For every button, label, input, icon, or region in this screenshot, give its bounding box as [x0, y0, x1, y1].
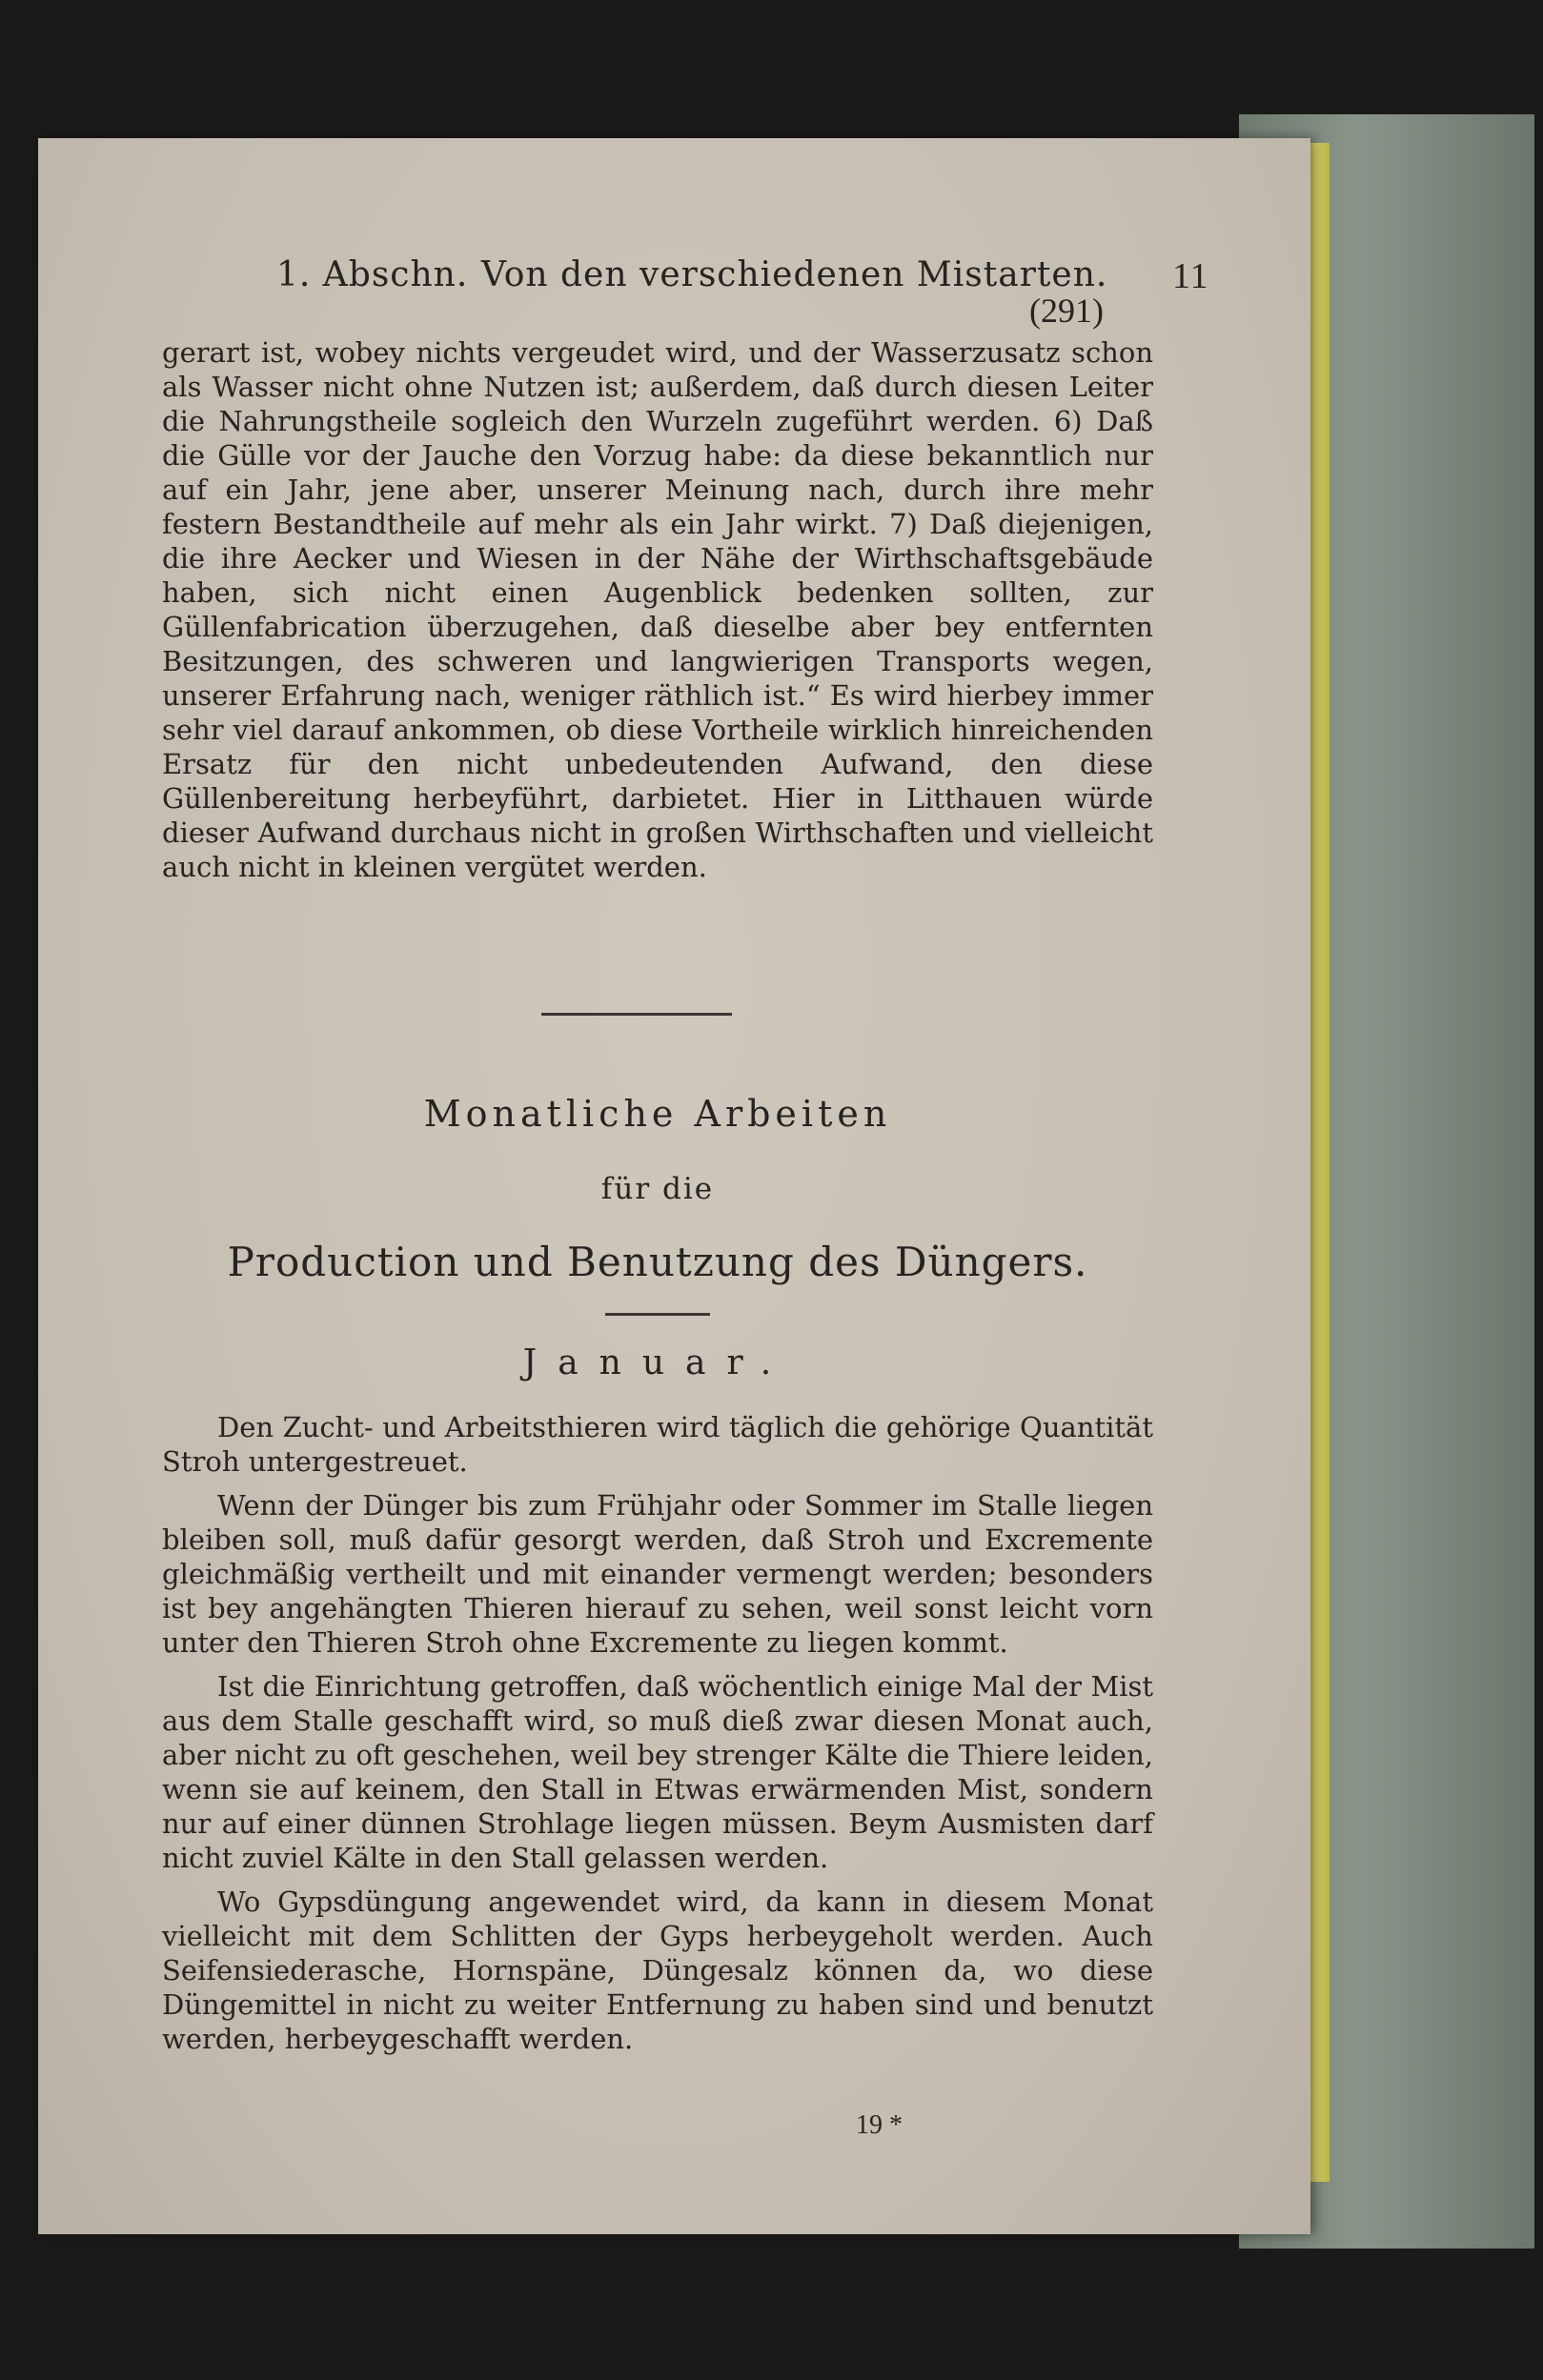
heading-production: Production und Benutzung des Düngers. — [227, 1239, 1088, 1285]
heading-divider — [605, 1313, 710, 1316]
paragraph: Ist die Einrichtung getroffen, daß wöchentlich einige Mal der Mist aus dem Stalle geschafft wird, so muß dieß zwar diesen Monat auch, aber nicht zu oft geschehen, weil bey strenger Kälte die Thiere leiden, wenn sie auf keinem, den Stall in Etwas erwärmenden Mist, sondern nur auf einer dünnen Strohlage liegen müssen. Beym Ausmisten darf nicht zuviel Kälte in den Stall gelassen werden. — [162, 1670, 1153, 1874]
paragraph: Wenn der Dünger bis zum Frühjahr oder Sommer im Stalle liegen bleiben soll, muß dafür gesorgt werden, daß Stroh und Excremente gleichmäßig vertheilt und mit einander vermengt werden; besonders ist bey angehängten Thieren hierauf zu sehen, weil sonst leicht vorn unter den Thieren Stroh ohne Excremente zu liegen kommt. — [162, 1489, 1153, 1659]
month-heading: Januar. — [522, 1343, 793, 1382]
running-head-section: 1. Abschn. — [276, 255, 469, 294]
page-number: 11 — [1172, 256, 1209, 296]
heading-monthly-works: Monatliche Arbeiten — [423, 1093, 892, 1135]
section-divider — [541, 1013, 732, 1016]
heading-for-the: für die — [600, 1172, 715, 1206]
paragraph: gerart ist, wobey nichts vergeudet wird, und der Wasserzusatz schon als Wasser nicht ohne Nutzen ist; außerdem, daß durch diesen Leiter die Nahrungstheile sogleich den Wurzeln zugeführt werden. 6) Daß die Gülle vor der Jauche den Vorzug habe: da diese bekanntlich nur auf ein Jahr, jene aber, unserer Meinung nach, durch ihre mehr festern Bestandtheile auf mehr als ein Jahr wirkt. 7) Daß diejenigen, die ihre Aecker und Wiesen in der Nähe der Wirthschaftsgebäude haben, sich nicht einen Augenblick bedenken sollten, zur Güllenfabrication überzugehen, daß dieselbe aber bey entfernten Besitzungen, des schweren und langwierigen Transports wegen, unserer Erfahrung nach, weniger räthlich ist.“ Es wird hierbey immer sehr viel darauf ankommen, ob diese Vortheile wirklich hinreichenden Ersatz für den nicht unbedeutenden Aufwand, den diese Güllenbereitung herbeyführt, darbietet. Hier in Litthauen würde dieser Aufwand durchaus nicht in großen Wirthschaften und vielleicht auch nicht in kleinen vergütet werden. — [162, 336, 1153, 883]
paragraph: Den Zucht- und Arbeitsthieren wird täglich die gehörige Quantität Stroh untergestreuet. — [162, 1411, 1153, 1478]
running-head-title: Von den verschiedenen Mistarten. — [481, 255, 1108, 294]
month-text — [162, 1410, 1153, 2066]
footer-signature: 19 * — [856, 2110, 903, 2140]
previous-section-text — [162, 335, 1153, 884]
paragraph: Wo Gypsdüngung angewendet wird, da kann in diesem Monat vielleicht mit dem Schlitten der Gyps herbeygeholt werden. Auch Seifensiederasche, Hornspäne, Düngesalz können da, wo diese Düngemittel in nicht zu weiter Entfernung zu haben sind und benutzt werden, herbeygeschafft werden. — [162, 1886, 1153, 2055]
signature-mark: (291) — [1029, 292, 1104, 330]
